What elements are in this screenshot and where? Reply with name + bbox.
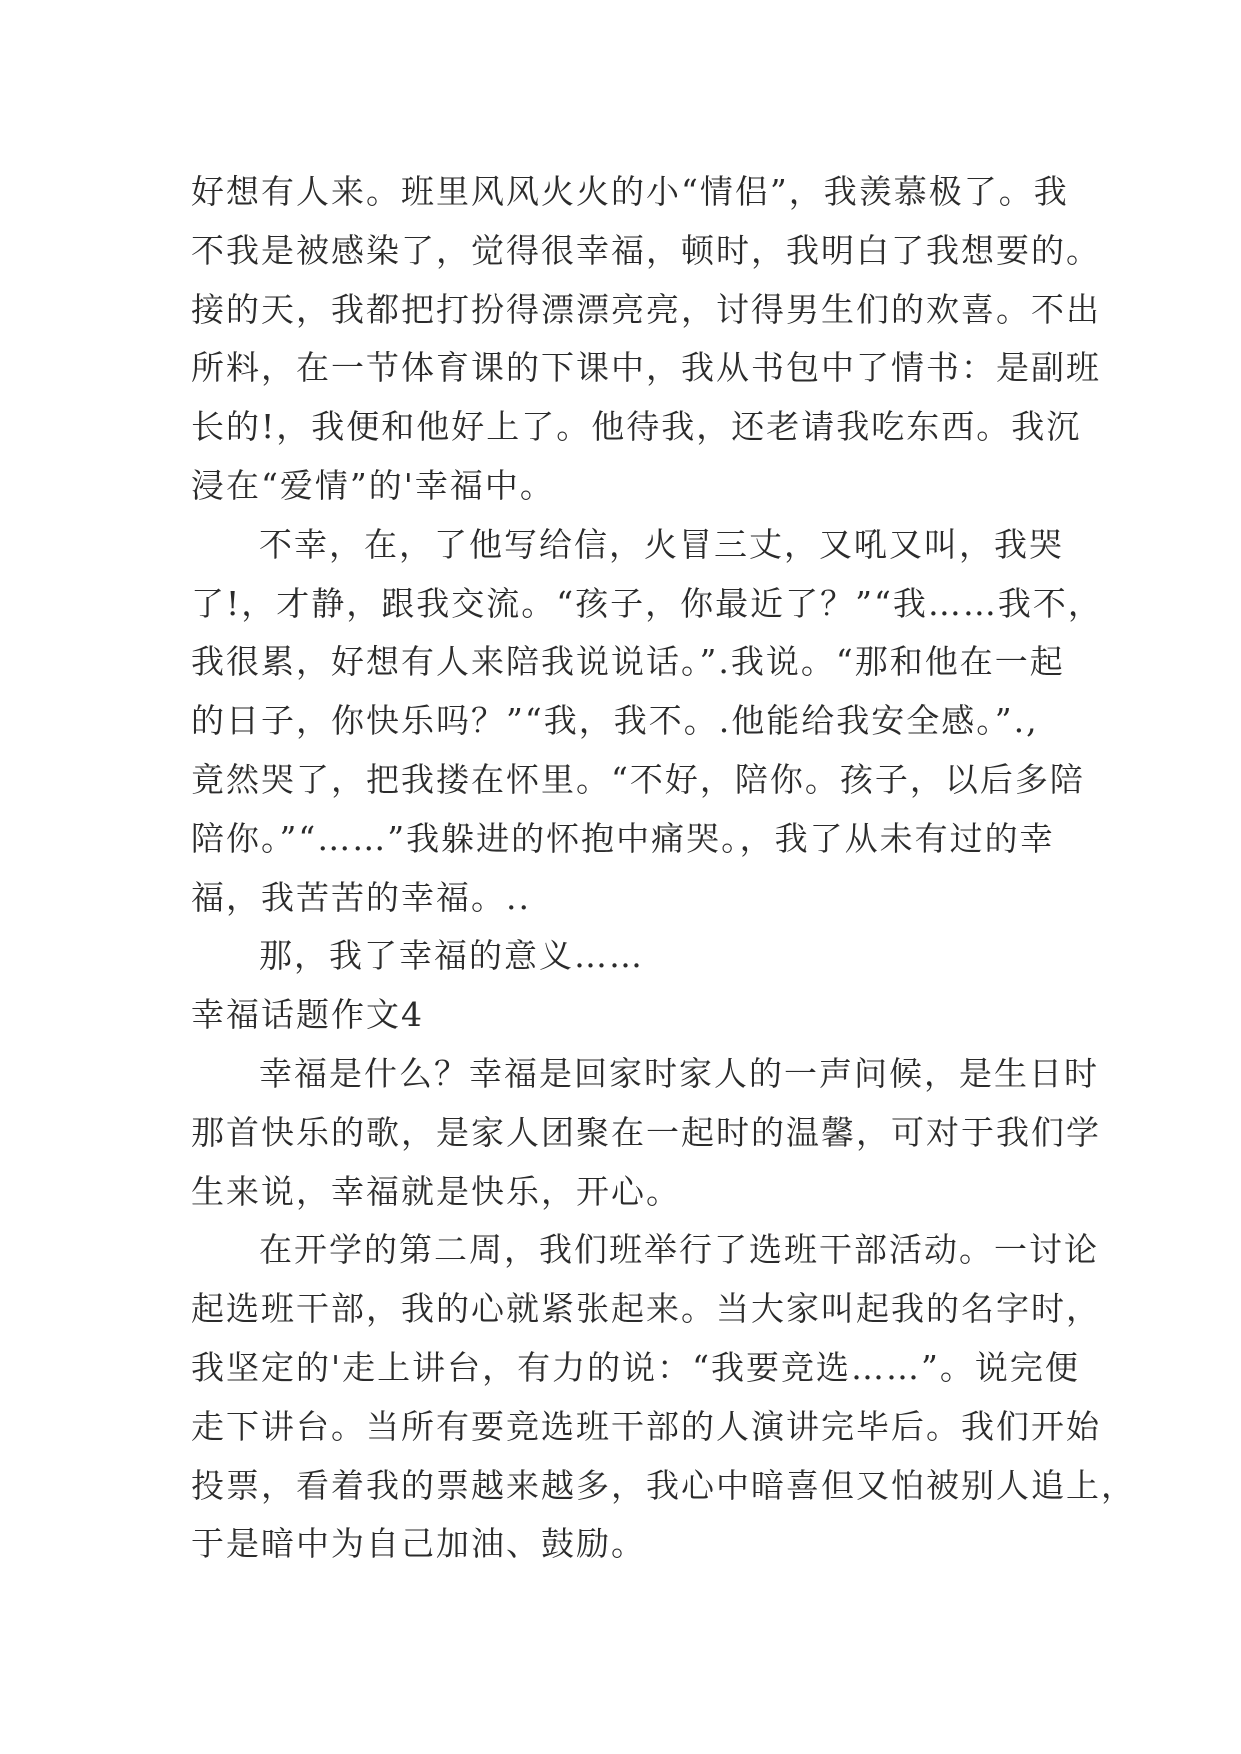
paragraph-5 bbox=[191, 1221, 1136, 1574]
text-line: 接的天，我都把打扮得漂漂亮亮，讨得男生们的欢喜。不出 bbox=[191, 289, 1101, 329]
paragraph-3 bbox=[191, 927, 1071, 986]
text-line: 竟然哭了，把我搂在怀里。“不好，陪你。孩子，以后多陪 bbox=[191, 759, 1085, 799]
text-line: 我很累，好想有人来陪我说说话。”.我说。“那和他在一起 bbox=[191, 642, 1065, 682]
text-line: 于是暗中为自己加油、鼓励。 bbox=[191, 1524, 646, 1564]
text-line: 走下讲台。当所有要竞选班干部的人演讲完毕后。我们开始 bbox=[191, 1406, 1101, 1446]
text-line: 在开学的第二周，我们班举行了选班干部活动。一讨论 bbox=[259, 1230, 1099, 1270]
text-line: 了!，才静，跟我交流。“孩子，你最近了？”“我……我不， bbox=[191, 583, 1103, 623]
paragraph-2 bbox=[191, 516, 1103, 928]
text-line: 我坚定的'走上讲台，有力的说：“我要竞选……”。说完便 bbox=[191, 1347, 1080, 1387]
text-line: 浸在“爱情”的'幸福中。 bbox=[191, 465, 555, 505]
text-line: 福，我苦苦的幸福。.. bbox=[191, 877, 531, 917]
text-line: 不幸，在，了他写给信，火冒三丈，又吼又叫，我哭 bbox=[259, 524, 1064, 564]
paragraph-4 bbox=[191, 1045, 1101, 1221]
text-line: 的日子，你快乐吗？”“我，我不。.他能给我安全感。”., bbox=[191, 701, 1039, 741]
text-line: 那首快乐的歌，是家人团聚在一起时的温馨，可对于我们学 bbox=[191, 1112, 1101, 1152]
paragraph-1 bbox=[191, 163, 1101, 516]
text-line: 所料，在一节体育课的下课中，我从书包中了情书：是副班 bbox=[191, 348, 1101, 388]
text-line: 不我是被感染了，觉得很幸福，顿时，我明白了我想要的。 bbox=[191, 230, 1101, 270]
text-line: 好想有人来。班里风风火火的小“情侣”，我羡慕极了。我 bbox=[191, 172, 1069, 211]
text-line: 那，我了幸福的意义…… bbox=[259, 936, 644, 976]
section-heading: 幸福话题作文4 bbox=[191, 995, 424, 1035]
text-line: 投票，看着我的票越来越多，我心中暗喜但又怕被别人追上， bbox=[191, 1465, 1136, 1505]
text-line: 长的!，我便和他好上了。他待我，还老请我吃东西。我沉 bbox=[191, 407, 1082, 447]
text-line: 陪你。”“……”我躲进的怀抱中痛哭。，我了从未有过的幸 bbox=[191, 818, 1055, 858]
text-line: 起选班干部，我的心就紧张起来。当大家叫起我的名字时， bbox=[191, 1289, 1101, 1329]
document-body bbox=[191, 163, 1136, 1574]
text-line: 生来说，幸福就是快乐，开心。 bbox=[191, 1171, 681, 1211]
text-line: 幸福是什么？幸福是回家时家人的一声问候，是生日时 bbox=[259, 1053, 1099, 1093]
